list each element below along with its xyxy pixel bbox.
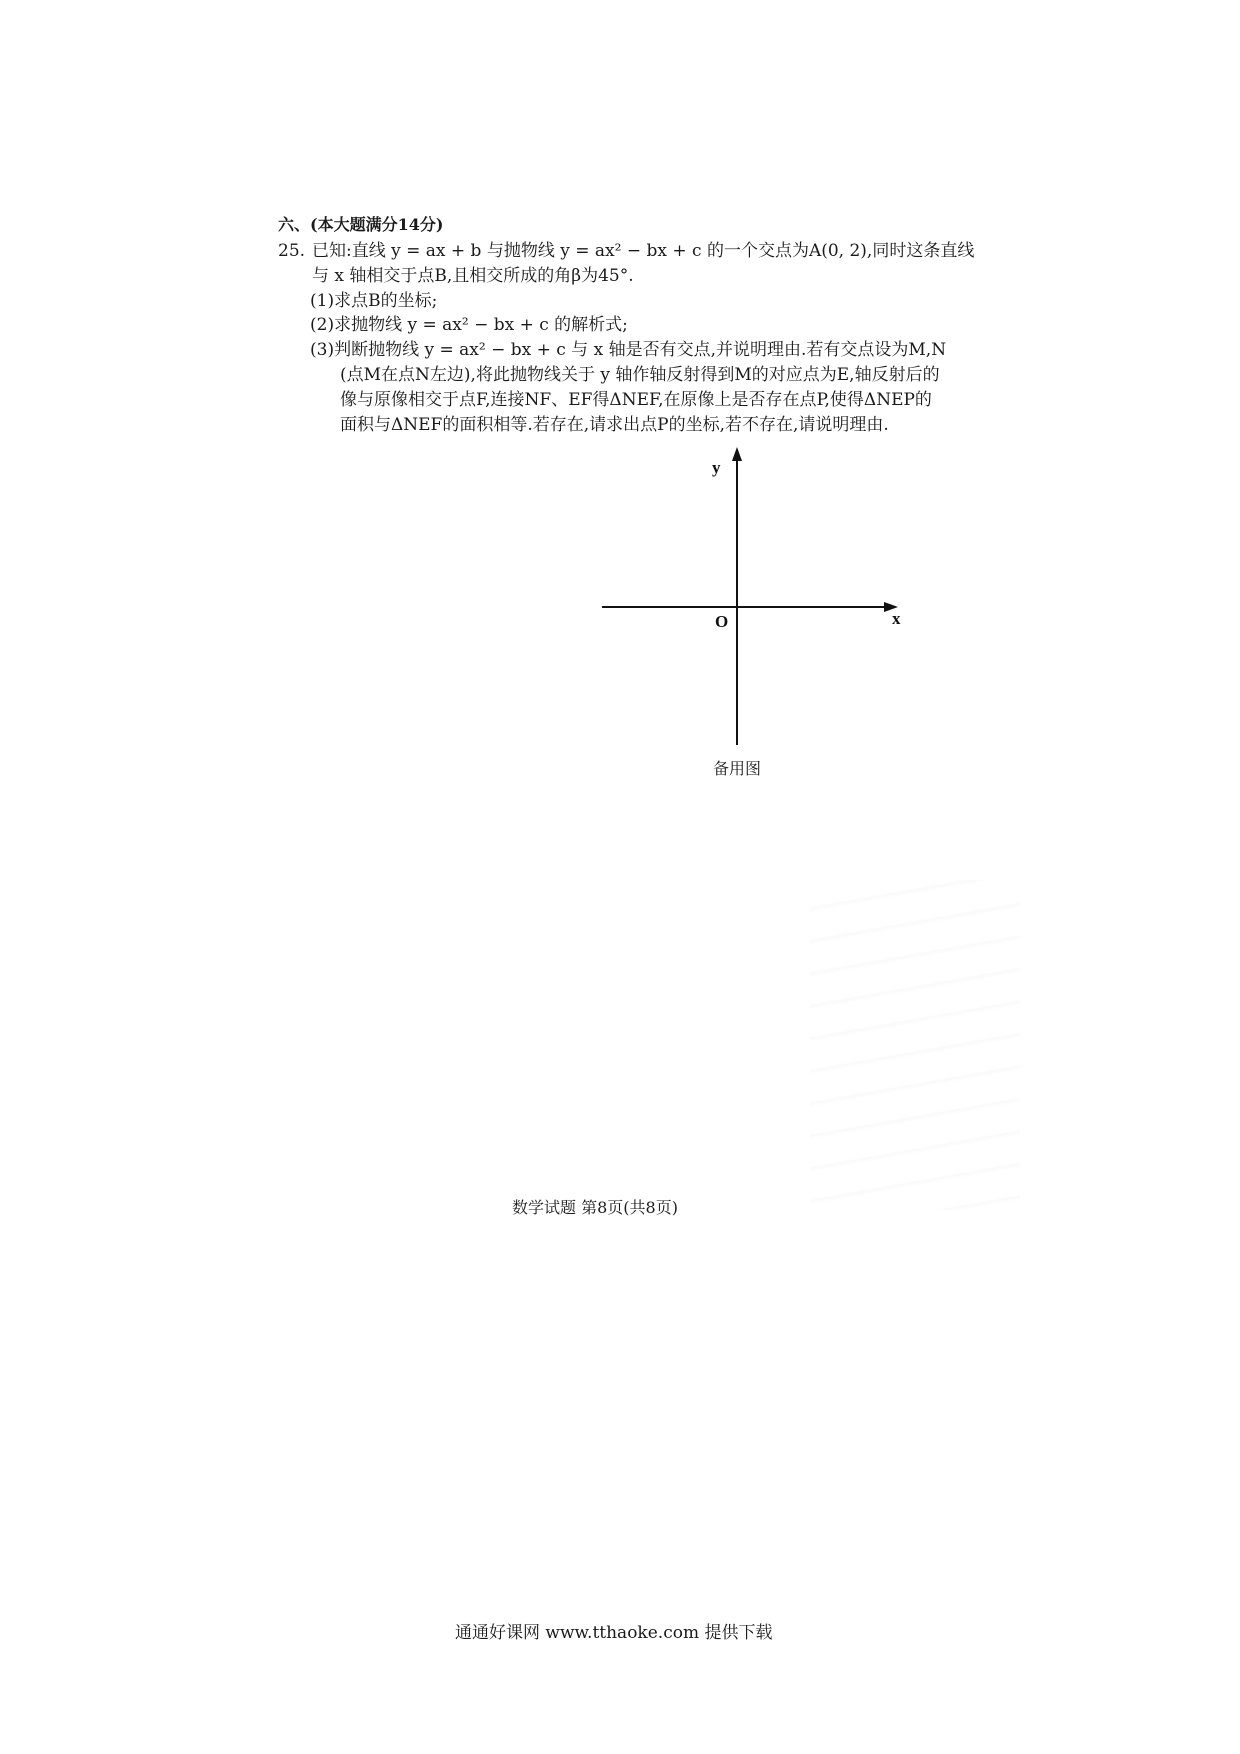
question-part-1: (1)求点B的坐标;: [310, 291, 438, 311]
section-title: 六、(本大题满分14分): [278, 215, 444, 234]
question-part-2: (2)求抛物线 y = ax² − bx + c 的解析式;: [310, 315, 628, 335]
figure-caption: 备用图: [713, 759, 762, 778]
question-part-3-line-4: 面积与ΔNEF的面积相等.若存在,请求出点P的坐标,若不存在,请说明理由.: [340, 415, 889, 435]
question-stem-line-2: 与 x 轴相交于点B,且相交所成的角β为45°.: [312, 266, 634, 286]
question-part-3-line-1: (3)判断抛物线 y = ax² − bx + c 与 x 轴是否有交点,并说明理由.若有交点设为M,N: [310, 340, 947, 360]
question-part-3-line-2: (点M在点N左边),将此抛物线关于 y 轴作轴反射得到M的对应点为E,轴反射后的: [340, 365, 940, 385]
x-axis-label: x: [892, 609, 901, 628]
scan-smudge: [810, 880, 1020, 1210]
page-footer: 数学试题 第8页(共8页): [512, 1198, 678, 1217]
download-credit: 通通好课网 www.tthaoke.com 提供下载: [455, 1623, 773, 1643]
y-axis-arrow-icon: [732, 447, 742, 461]
question-number: 25.: [278, 241, 306, 261]
question-part-3-line-3: 像与原像相交于点F,连接NF、EF得ΔNEF,在原像上是否存在点P,使得ΔNEP的: [340, 390, 932, 410]
origin-label: O: [715, 612, 729, 631]
y-axis-label: y: [712, 458, 721, 477]
coordinate-axes-figure: [590, 445, 930, 750]
question-stem-line-1: 已知:直线 y = ax + b 与抛物线 y = ax² − bx + c 的一个交点为A(0, 2),同时这条直线: [312, 241, 975, 261]
